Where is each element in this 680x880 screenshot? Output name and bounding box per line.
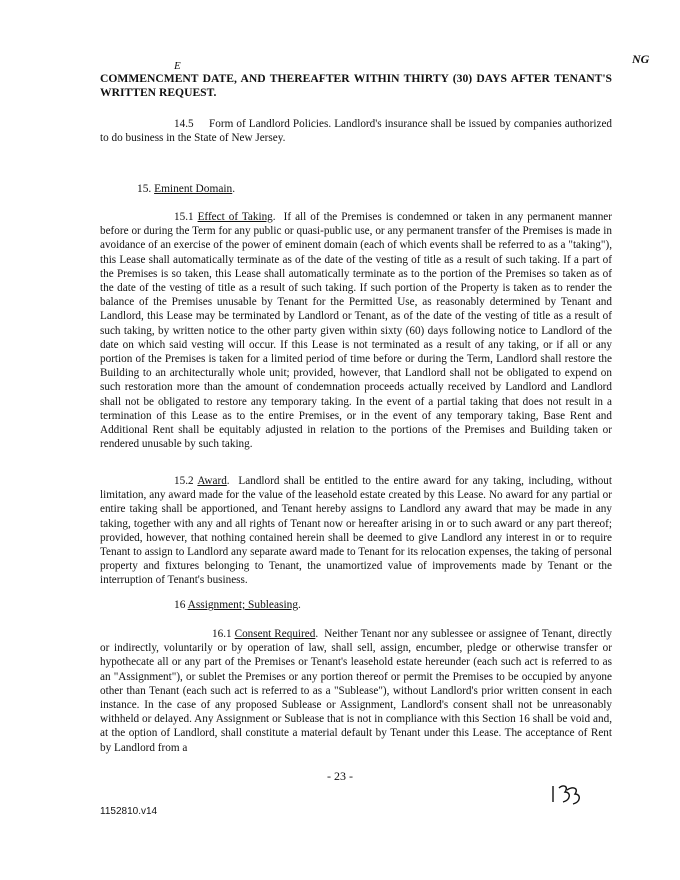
document-id: 1152810.v14: [100, 806, 158, 817]
section-title: Award: [197, 475, 227, 487]
section-number: 16.1: [212, 628, 232, 640]
section-text: Landlord's insurance shall be issued by companies authorized to do business in the State of New Jersey.: [100, 118, 613, 145]
handwritten-page-number: [549, 780, 589, 808]
section-text: Neither Tenant nor any sublessee or assignee of Tenant, directly or indirectly, voluntarily or by operation of law, shall sell, assign, encumber, pledge or otherwise transfer or hypothecate all or any part of the Premises or Tenant's leasehold estate hereunder (each such act is referred to as an "Assignment"), or sublet the Premises or any portion thereof or permit the Premises to be occupied by anyone other than Tenant (each such act is referred to as a "Sublease"), without Landlord's prior written consent in each instance. In the case of any proposed Sublease or Assignment, Landlord's consent shall not be unreasonably withheld or delayed. Any Assignment or Sublease that is not in compliance with this Section 16 shall be void and, at the option of Landlord, shall constitute a material default by Tenant under this Lease. The acceptance of Rent by Landlord from a: [100, 628, 612, 754]
section-title: Assignment; Subleasing: [187, 599, 299, 611]
section-title: Effect of Taking: [197, 211, 273, 223]
section-number: 15.1: [174, 211, 194, 223]
section-14-5: [100, 117, 612, 145]
section-text: Landlord shall be entitled to the entire award for any taking, including, without limitation, any award made for the value of the leasehold estate created by this Lease. No award for any partial or entire taking shall be apportioned, and Tenant hereby assigns to Landlord any award that may be made in any taking, together with any and all rights of Tenant now or hereafter arising in or to such award or any part thereof; provided, however, that nothing contained herein shall be deemed to give Landlord any interest in or to require Tenant to assign to Landlord any separate award made to Tenant for its relocation expenses, the taking of personal property and fixtures belonging to Tenant, the unamortized value of improvements made by Tenant or the interruption of Tenant's business.: [100, 475, 612, 587]
section-16-1: 16.1 Consent Required. Neither Tenant nor any sublessee or assignee of Tenant, directly or indirectly, voluntarily or by operation of law, shall sell, assign, encumber, pledge or otherwise transfer or hypothecate all or any part of the Premises or Tenant's leasehold estate hereunder (each such act is referred to as an "Assignment"), or sublet the Premises or any portion thereof or permit the Premises to be occupied by anyone other than Tenant (each such act is referred to as a "Sublease"), without Landlord's prior written consent in each instance. In the case of any proposed Sublease or Assignment, Landlord's consent shall not be unreasonably withheld or delayed. Any Assignment or Sublease that is not in compliance with this Section 16 shall be void and, at the option of Landlord, shall constitute a material default by Tenant under this Lease. The acceptance of Rent by Landlord from a: [100, 628, 612, 754]
section-15-heading: 15. Eminent Domain.: [137, 183, 236, 195]
section-title: Eminent Domain: [154, 183, 233, 195]
continued-heading: COMMENCMENT DATE, AND THEREAFTER WITHIN THIRTY (30) DAYS AFTER TENANT'S WRITTEN REQUEST.: [100, 72, 612, 99]
page-number: - 23 -: [327, 769, 353, 783]
handwritten-initials: NG: [632, 52, 650, 66]
section-title: Form of Landlord Policies.: [209, 118, 332, 130]
handwritten-insert-letter: E: [174, 60, 181, 72]
section-text: If all of the Premises is condemned or taken in any permanent manner before or during the Term for any public or quasi-public use, or any permanent transfer of the Premises is made in avoidance of an exercise of the power of eminent domain (each of which events shall be referred to as a "taking"), this Lease shall automatically terminate as of the date of the vesting of title as a result of such taking. If a part of the Premises is so taken, this Lease shall automatically terminate as to the portion of the Premises so taken as of the date of the vesting of title as a result of such taking. If such portion of the Property is taken as to render the balance of the Premises unusable by Tenant for the Permitted Use, as reasonably determined by Tenant and Landlord, this Lease may be terminated by Landlord or Tenant, as of the date of the vesting of title as a result of such taking, by written notice to the other party given within sixty (60) days following notice to Landlord of the date on which said vesting will occur. If this Lease is not terminated as a result of any taking, or if all or any portion of the Premises is taken for a limited period of time before or during the Term, Landlord shall restore the Building to an architecturally whole unit; provided, however, that Landlord shall not be obligated to expend on such restoration more than the amount of condemnation proceeds actually received by Landlord and Landlord shall not be obligated to restore any temporary taking. In the event of a partial taking that does not result in a termination of this Lease as to the entire Premises, or in the event of any temporary taking, Base Rent and Additional Rent shall be equitably adjusted in relation to the portions of the Premises and Building taken or rendered unusable by such taking.: [100, 211, 612, 451]
section-15-1: 15.1 Effect of Taking. If all of the Premises is condemned or taken in any permanent manner before or during the Term for any public or quasi-public use, or any permanent transfer of the Premises is made in avoidance of an exercise of the power of eminent domain (each of which events shall be referred to as a "taking"), this Lease shall automatically terminate as of the date of the vesting of title as a result of such taking. If a part of the Premises is so taken, this Lease shall automatically terminate as to the portion of the Premises so taken as of the date of the vesting of title as a result of such taking. If such portion of the Property is taken as to render the balance of the Premises unusable by Tenant for the Permitted Use, as reasonably determined by Tenant and Landlord, this Lease may be terminated by Landlord or Tenant, as of the date of the vesting of title as a result of such taking, by written notice to the other party given within sixty (60) days following notice to Landlord of the date on which said vesting will occur. If this Lease is not terminated as a result of any taking, or if all or any portion of the Premises is taken for a limited period of time before or during the Term, Landlord shall restore the Building to an architecturally whole unit; provided, however, that Landlord shall not be obligated to expend on such restoration more than the amount of condemnation proceeds actually received by Landlord and Landlord shall not be obligated to restore any temporary taking. In the event of a partial taking that does not result in a termination of this Lease as to the entire Premises, or in the event of any temporary taking, Base Rent and Additional Rent shall be equitably adjusted in relation to the portions of the Premises and Building taken or rendered unusable by such taking.: [100, 211, 612, 451]
section-title: Consent Required: [234, 628, 316, 640]
section-15-2: 15.2 Award. Landlord shall be entitled to the entire award for any taking, including, without limitation, any award made for the value of the leasehold estate created by this Lease. No award for any partial or entire taking shall be apportioned, and Tenant hereby assigns to Landlord any award that may be made in any taking, together with any and all rights of Tenant now or hereafter arising in or to such award or any part thereof; provided, however, that nothing contained herein shall be deemed to give Landlord any interest in or to require Tenant to assign to Landlord any separate award made to Tenant for its relocation expenses, the taking of personal property and fixtures belonging to Tenant, the unamortized value of improvements made by Tenant or the interruption of Tenant's business.: [100, 475, 612, 587]
section-number: 14.5: [174, 118, 194, 130]
section-16-heading: 16 Assignment; Subleasing.: [174, 599, 301, 611]
section-number: 15.2: [174, 475, 194, 487]
